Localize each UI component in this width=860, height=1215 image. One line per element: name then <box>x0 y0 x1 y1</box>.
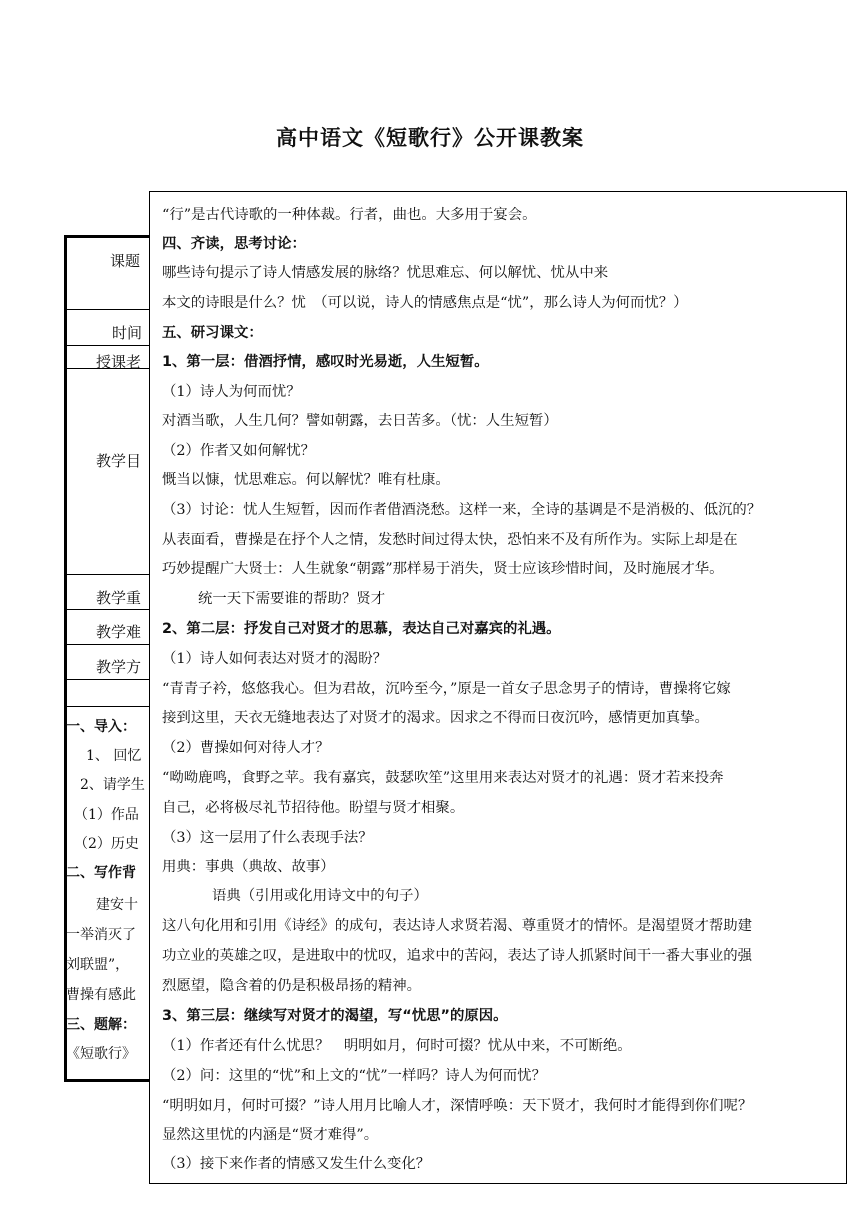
section-heading: 四、齐读，思考讨论： <box>162 236 306 252</box>
table-rule <box>64 644 150 645</box>
table-rule <box>64 679 150 680</box>
content-text-box <box>149 191 847 1184</box>
left-text: 一举消灭了 <box>66 927 136 943</box>
text-line: （3）这一层用了什么表现手法？ <box>162 830 373 846</box>
table-label: 教学目 <box>96 452 142 470</box>
left-text: 曹操有感此 <box>66 987 136 1003</box>
table-rule <box>64 574 150 575</box>
left-text: 2、请学生 <box>80 777 145 793</box>
text-line: 本文的诗眼是什么？忧 （可以说，诗人的情感焦点是“忧”，那么诗人为何而忧？） <box>162 295 688 311</box>
table-label: 教学难 <box>96 623 142 641</box>
section-heading: 3、第三层：继续写对贤才的渴望，写“忧思”的原因。 <box>162 1008 508 1024</box>
left-text: 二、写作背 <box>66 865 136 881</box>
text-line: 慨当以慷，忧思难忘。何以解忧？唯有杜康。 <box>162 472 450 488</box>
table-rule <box>64 706 150 707</box>
table-rule <box>64 345 150 346</box>
text-line: 对酒当歌，人生几何？譬如朝露，去日苦多。（忧：人生短暂） <box>162 413 558 429</box>
section-heading: 五、研习课文： <box>162 325 263 341</box>
table-rule <box>64 609 150 610</box>
text-line: 巧妙提醒广大贤士：人生就象“朝露”那样易于消失，贤士应该珍惜时间，及时施展才华。 <box>162 561 724 577</box>
section-heading: 2、第二层：抒发自己对贤才的思慕，表达自己对嘉宾的礼遇。 <box>162 621 561 637</box>
table-label: 教学方 <box>96 658 142 676</box>
text-line: 自己，必将极尽礼节招待他。盼望与贤才相聚。 <box>162 800 465 816</box>
text-line: （1）诗人如何表达对贤才的渴盼？ <box>162 651 388 667</box>
document-title: 高中语文《短歌行》公开课教案 <box>276 126 584 150</box>
text-line: 用典：事典（典故、故事） <box>162 859 335 875</box>
left-text: （1）作品 <box>74 807 139 823</box>
table-rule <box>64 309 150 310</box>
text-line: 哪些诗句提示了诗人情感发展的脉络？忧思难忘、何以解忧、忧从中来 <box>162 265 609 281</box>
text-line: “呦呦鹿鸣，食野之苹。我有嘉宾，鼓瑟吹笙”这里用来表达对贤才的礼遇：贤才若来投奔 <box>162 770 724 786</box>
text-line: 接到这里，天衣无缝地表达了对贤才的渴求。因求之不得而日夜沉吟，感情更加真挚。 <box>162 710 709 726</box>
text-line: 统一天下需要谁的帮助？贤才 <box>198 591 386 607</box>
text-line: （2）曹操如何对待人才？ <box>162 740 330 756</box>
left-text: 刘联盟”， <box>66 957 130 973</box>
text-line: 从表面看，曹操是在抒个人之情，发愁时间过得太快，恐怕来不及有所作为。实际上却是在 <box>162 532 738 548</box>
text-line: “青青子衿，悠悠我心。但为君故，沉吟至今，”原是一首女子思念男子的情诗，曹操将它嫁 <box>162 681 731 697</box>
text-line: （2）问：这里的“忧”和上文的“忧”一样吗？诗人为何而忧？ <box>162 1068 546 1084</box>
table-label: 授课老 <box>96 353 142 371</box>
table-label: 时间 <box>112 324 143 342</box>
table-label: 教学重 <box>96 589 142 607</box>
left-text: 建安十 <box>96 897 138 913</box>
text-line: （1）诗人为何而忧？ <box>162 384 301 400</box>
section-heading: 1、第一层：借酒抒情，感叹时光易逝，人生短暂。 <box>162 354 489 370</box>
text-line: 这八句化用和引用《诗经》的成句，表达诗人求贤若渴、尊重贤才的情怀。是渴望贤才帮助建 <box>162 918 753 934</box>
text-line: “行”是古代诗歌的一种体裁。行者，曲也。大多用于宴会。 <box>162 207 537 223</box>
table-label: 课题 <box>110 252 141 270</box>
text-line: （2）作者又如何解忧？ <box>162 443 316 459</box>
left-text: 三、题解： <box>66 1017 136 1033</box>
text-line: 功立业的英雄之叹，是进取中的忧叹，追求中的苦闷，表达了诗人抓紧时间干一番大事业的强 <box>162 948 753 964</box>
text-line: （3）接下来作者的情感又发生什么变化？ <box>162 1156 431 1172</box>
left-text: （2）历史 <box>74 836 139 852</box>
text-line: 显然这里忧的内涵是“贤才难得”。 <box>162 1127 379 1143</box>
text-line: （1）作者还有什么忧思？ 明明如月，何时可掇？忧从中来，不可断绝。 <box>162 1038 632 1054</box>
left-text: 1、 回忆 <box>86 748 142 764</box>
left-text: 一、导入： <box>66 719 136 735</box>
text-line: 语典（引用或化用诗文中的句子） <box>212 888 428 904</box>
left-text: 《短歌行》 <box>66 1046 136 1062</box>
text-line: “明明如月，何时可掇？”诗人用月比喻人才，深情呼唤：天下贤才，我何时才能得到你们呢？ <box>162 1098 753 1114</box>
text-line: 烈愿望，隐含着的仍是积极昂扬的精神。 <box>162 978 422 994</box>
text-line: （3）讨论：忧人生短暂，因而作者借酒浇愁。这样一来，全诗的基调是不是消极的、低沉的？ <box>162 502 762 518</box>
